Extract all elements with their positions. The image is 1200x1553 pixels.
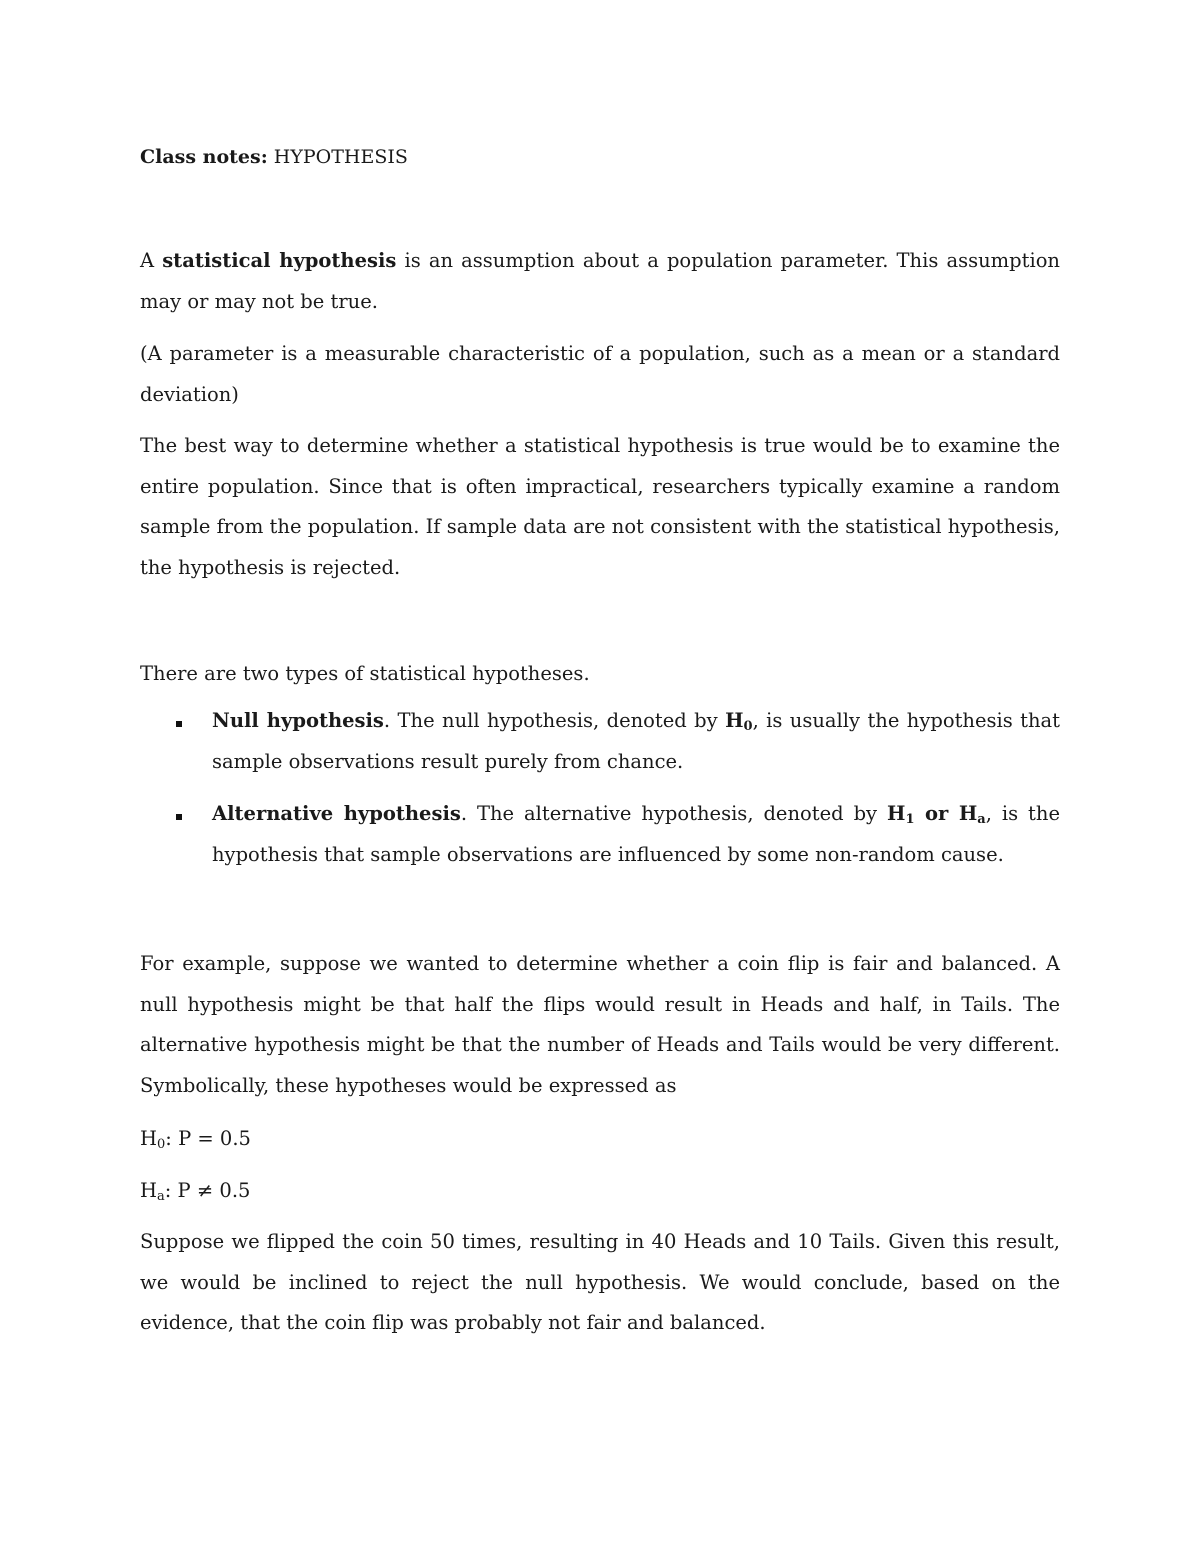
null-symbol: $H_0$ bbox=[725, 709, 753, 734]
parameter-note: (A parameter is a measurable characteristic of a population, such as a mean or a standard deviation) bbox=[140, 342, 1060, 406]
example-paragraph: For example, suppose we wanted to determine whether a coin flip is fair and balanced. A null hypothesis might be that half the flips would result in Heads and half, in Tails. The alternative hypothesis might be that the number of Heads and Tails would be very different. Symbolically, these hypotheses would be expressed as bbox=[140, 952, 1060, 1097]
page-title bbox=[140, 143, 408, 171]
null-hypothesis-text: Null hypothesis. The null hypothesis, denoted by $H_0$, is usually the hypothesis that sample observations result purely from chance. bbox=[212, 709, 1061, 773]
null-hypothesis-term: Null hypothesis bbox=[212, 709, 384, 732]
title-label: Class notes: bbox=[140, 146, 268, 168]
alternative-hypothesis-text: Alternative hypothesis. The alternative hypothesis, denoted by $H_1$ or $H_a$, is the hypothesis that sample observations are influenced by some non-random cause. bbox=[212, 802, 1060, 866]
definition-rest: is an assumption about a population parameter. This assumption may or may not be true. bbox=[140, 249, 1060, 313]
null-formula: $H_0$: P = 0.5 bbox=[140, 1127, 251, 1152]
bullet-icon bbox=[176, 721, 182, 727]
alternative-symbols: $H_1$ or $H_a$ bbox=[887, 802, 986, 827]
types-intro: There are two types of statistical hypotheses. bbox=[140, 662, 590, 685]
bullet-icon bbox=[176, 814, 182, 820]
conclusion-paragraph: Suppose we flipped the coin 50 times, resulting in 40 Heads and 10 Tails. Given this result, we would be inclined to reject the null hypothesis. We would conclude, based on the evidence, that the coin flip was probably not fair and balanced. bbox=[140, 1230, 1060, 1334]
alternative-hypothesis-term: Alternative hypothesis bbox=[212, 802, 461, 825]
alternative-formula: $H_a$: P ≠ 0.5 bbox=[140, 1179, 251, 1204]
determine-paragraph: The best way to determine whether a statistical hypothesis is true would be to examine the entire population. Since that is often impractical, researchers typically examine a random sample from the population. If sample data are not consistent with the statistical hypothesis, the hypothesis is rejected. bbox=[140, 434, 1060, 579]
definition-paragraph bbox=[140, 241, 1060, 322]
definition-term: statistical hypothesis bbox=[162, 249, 397, 272]
definition-prefix: A bbox=[140, 249, 163, 272]
title-topic: HYPOTHESIS bbox=[273, 146, 408, 168]
